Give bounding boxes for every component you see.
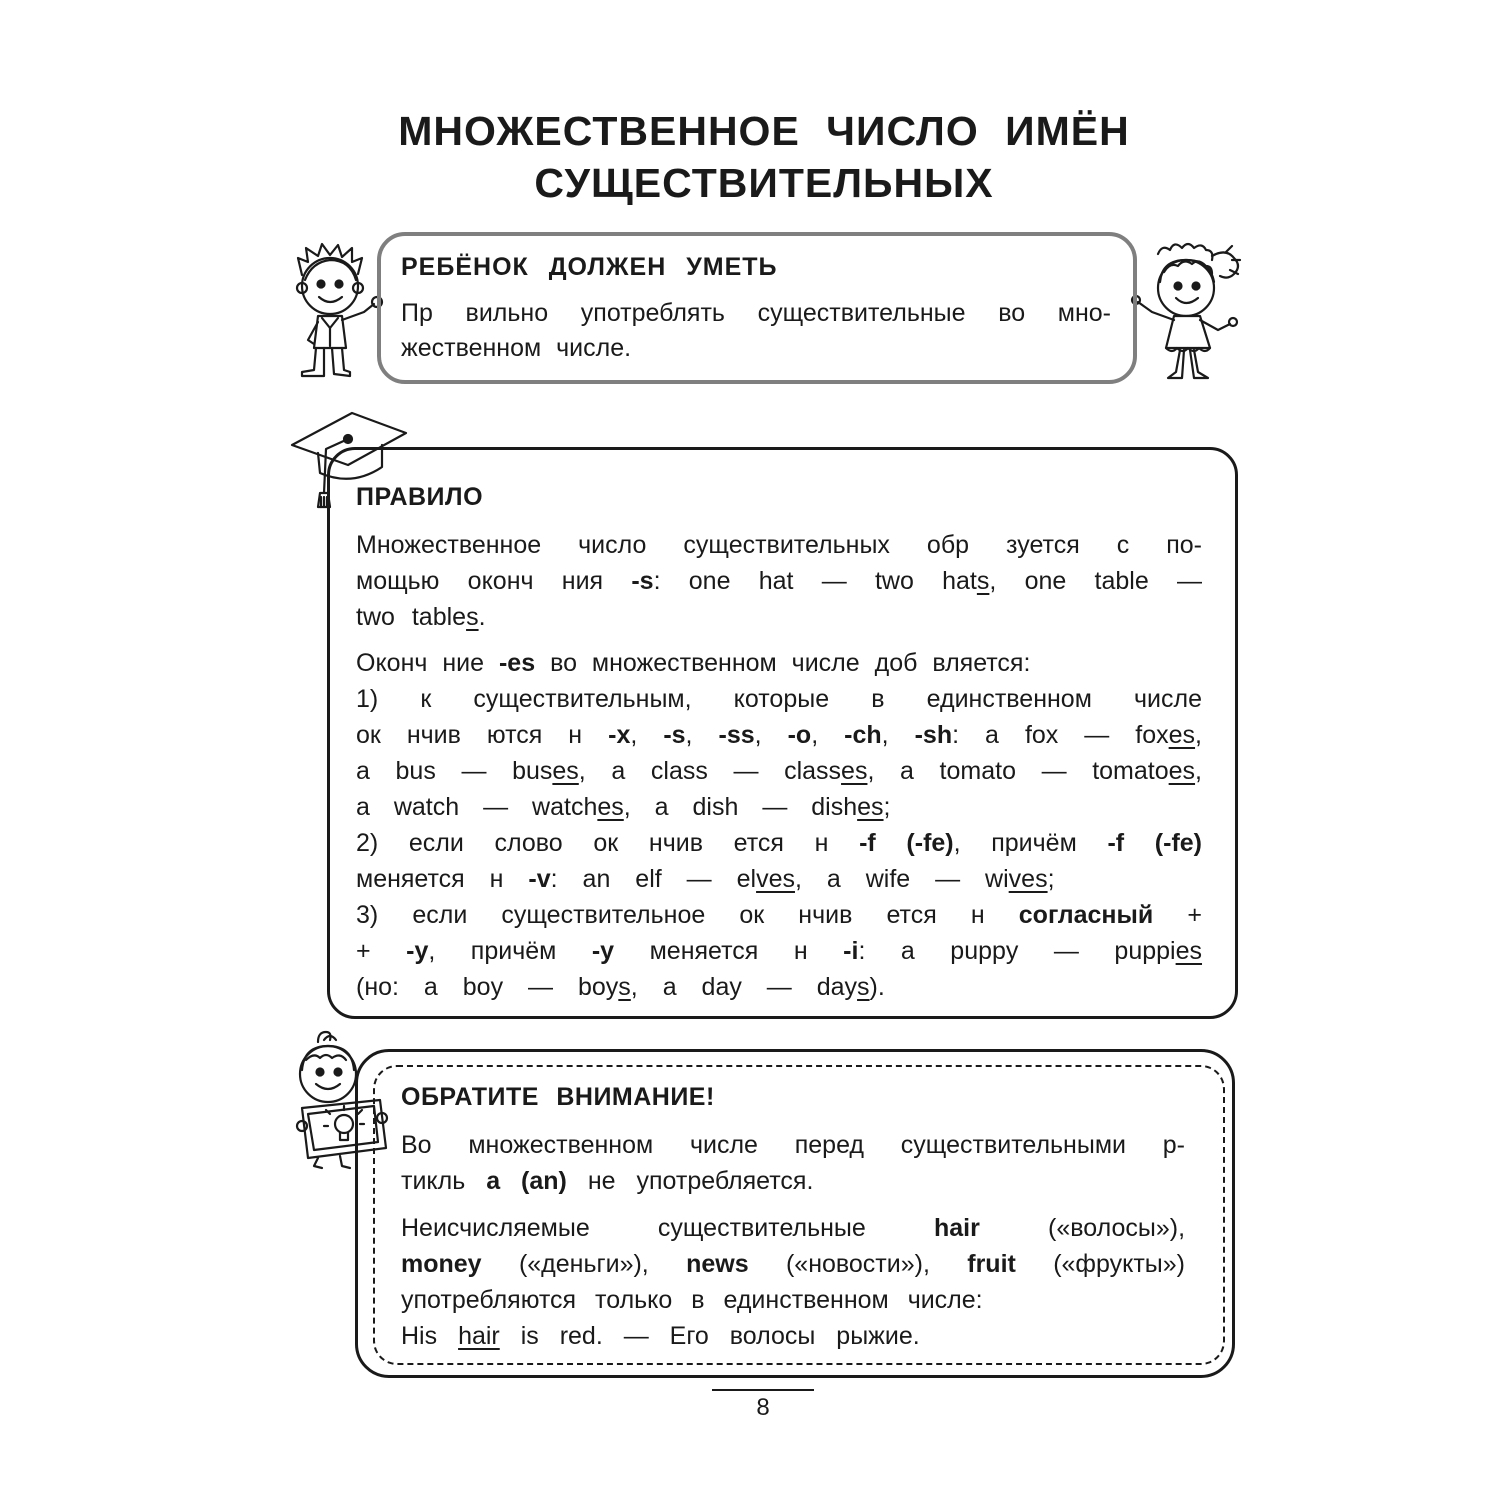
underlined-ending: es	[597, 793, 624, 821]
text-run: меняется н	[356, 865, 504, 893]
underlined-ending: s	[618, 973, 631, 1001]
ending: -ch	[844, 721, 882, 749]
text-run: ).	[869, 973, 885, 1001]
ending-es: -es	[498, 649, 536, 677]
attention-p2-line-4	[401, 1318, 1185, 1354]
underlined-ending: es	[552, 757, 579, 785]
ending: -s	[663, 721, 686, 749]
text-run: Множественное число существительных обр зуется с по-	[356, 531, 1202, 559]
text-run: +	[1187, 901, 1202, 929]
text-run: : an elf — el	[550, 865, 757, 893]
attention-p2-line-3	[401, 1282, 1185, 1318]
underlined-ending: s	[466, 603, 479, 631]
text-run: His	[401, 1322, 438, 1350]
rule-p2-line-5	[356, 789, 1202, 825]
text-run: 1) к существительным, которые в единственном числе	[356, 685, 1202, 713]
underlined-ending: ves	[1008, 865, 1048, 893]
text-run: .	[478, 603, 486, 631]
rule-p2-line-7	[356, 861, 1202, 897]
page-title-line-1: МНОЖЕСТВЕННОЕ ЧИСЛО ИМЁН	[398, 108, 1130, 154]
rule-p2-line-8	[356, 897, 1202, 933]
underlined-ending: es	[1168, 721, 1196, 749]
rule-p2-line-9	[356, 933, 1202, 969]
attention-heading: ОБРАТИТЕ ВНИМАНИЕ!	[401, 1083, 715, 1111]
text-run: : a puppy — puppi	[858, 937, 1176, 965]
underlined-ending: es	[841, 757, 868, 785]
text-run: меняется н	[649, 937, 808, 965]
rule-p1-line-1	[356, 527, 1202, 563]
consonant-label: согласный	[1018, 901, 1154, 929]
rule-p2-line-4: a bus — buses, a class — classes, a tomato — tomatoes,	[356, 757, 1202, 785]
ending: -f (-fe)	[859, 829, 954, 857]
attention-p1-line-2: тикль a (an) не употребляется.	[401, 1167, 814, 1195]
underlined-ending: s	[976, 567, 990, 595]
text-run: : one hat — two hat	[653, 567, 977, 595]
attention-p2-line-1	[401, 1210, 1185, 1246]
underlined-ending: ves	[756, 865, 795, 893]
boy-illustration	[292, 240, 387, 380]
attention-paragraph-1	[401, 1127, 1185, 1199]
text-run: (но: a boy — boy	[356, 973, 619, 1001]
ending: -i	[843, 937, 859, 965]
uncountable-noun: hair	[933, 1214, 980, 1242]
ending: -y	[406, 937, 429, 965]
rule-p2-line-6	[356, 825, 1202, 861]
text-run: Оконч ние	[356, 649, 485, 677]
text-run: употребляются только в единственном числе:	[401, 1286, 983, 1314]
text-run: 3) если существительное ок нчив ется н	[356, 901, 985, 929]
text-run: is red. — Его волосы рыжие.	[520, 1322, 920, 1350]
text-run: two table	[356, 603, 467, 631]
rule-p1-line-2	[356, 563, 1202, 599]
text-run: a watch — watch	[356, 793, 598, 821]
attention-p2-line-2	[401, 1246, 1185, 1282]
text-run: во множественном числе доб вляется:	[550, 649, 1031, 677]
text-run: ок нчив ются н	[356, 721, 583, 749]
text-run: , a tomato — tomato	[867, 757, 1169, 785]
page-title-line-2: СУЩЕСТВИТЕЛЬНЫХ	[534, 160, 994, 206]
text-run: , причём	[953, 829, 1077, 857]
girl-illustration	[1132, 240, 1247, 385]
page-number: 8	[756, 1394, 770, 1421]
text-run: , a day — day	[630, 973, 858, 1001]
rule-p1-line-3	[356, 599, 1202, 635]
rule-paragraph-1	[356, 527, 1202, 635]
rule-p2-line-2	[356, 681, 1202, 717]
ending: -f (-fe)	[1107, 829, 1202, 857]
rule-paragraph-2	[356, 645, 1202, 1005]
skill-heading: РЕБЁНОК ДОЛЖЕН УМЕТЬ	[401, 253, 778, 281]
text-run: a bus — bus	[356, 757, 553, 785]
text-run: мощью оконч ния	[356, 567, 604, 595]
underlined-ending: es	[1175, 937, 1203, 965]
underlined-word: hair	[458, 1322, 500, 1350]
underlined-ending: s	[857, 973, 870, 1001]
text-run: ;	[1047, 865, 1055, 893]
underlined-ending: es	[1168, 757, 1196, 785]
text-run: +	[356, 937, 371, 965]
ending: -ss	[718, 721, 755, 749]
underlined-ending: es	[857, 793, 884, 821]
translation: («волосы»),	[1048, 1214, 1186, 1242]
text-run: : a fox — fox	[952, 721, 1169, 749]
attention-paragraph-2	[401, 1210, 1185, 1354]
text-run: , a wife — wi	[794, 865, 1009, 893]
rule-p2-line-10	[356, 969, 1202, 1005]
text-run: , one table —	[989, 567, 1202, 595]
rule-p2-line-3: ок нчив ются н -x, -s, -ss, -o, -ch, -sh: a fox — foxes,	[356, 721, 1202, 749]
uncountable-noun: fruit	[967, 1250, 1016, 1278]
ending: -v	[528, 865, 551, 893]
page-number-rule	[712, 1389, 814, 1391]
text-run: Неисчисляемые существительные	[401, 1214, 866, 1242]
text-run: , причём	[428, 937, 557, 965]
translation: («новости»),	[785, 1250, 930, 1278]
ending: -x	[608, 721, 631, 749]
text-run: , a dish — dish	[623, 793, 858, 821]
uncountable-noun: money	[401, 1250, 482, 1278]
ending: -o	[787, 721, 812, 749]
page-title	[0, 105, 1500, 209]
translation: («фрукты»)	[1053, 1250, 1185, 1278]
rule-heading: ПРАВИЛО	[356, 483, 484, 511]
text-run: ;	[883, 793, 891, 821]
attention-p1-line-1: Во множественном числе перед существительными р-	[401, 1131, 1185, 1159]
uncountable-noun: news	[686, 1250, 749, 1278]
translation: («деньги»),	[518, 1250, 649, 1278]
ending: -y	[591, 937, 615, 965]
text-run: 2) если слово ок нчив ется н	[356, 829, 829, 857]
ending: -sh	[914, 721, 953, 749]
ending-s: -s	[631, 567, 654, 595]
text-run: , a class — class	[578, 757, 842, 785]
rule-p2-line-1	[356, 645, 1202, 681]
skill-text: Пр вильно употреблять существительные во мно-жественном числе.	[401, 299, 1111, 362]
